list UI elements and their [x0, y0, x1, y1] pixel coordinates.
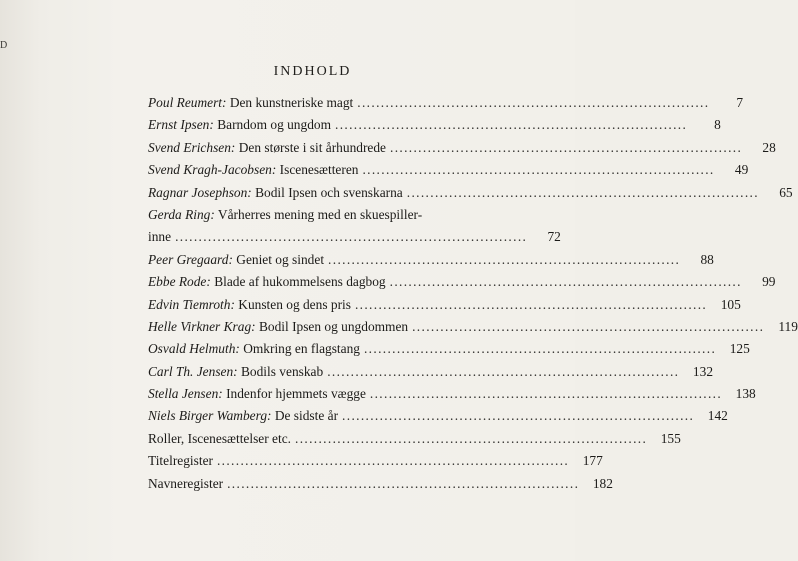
toc-page-number: 28: [762, 139, 776, 155]
leader-dots: [362, 162, 712, 178]
toc-title: Bodil Ipsen och svenskarna: [251, 184, 403, 200]
toc-entry: [148, 453, 603, 475]
leader-dots: [328, 252, 678, 268]
toc-entry: [148, 386, 756, 408]
toc-author: Helle Virkner Krag:: [148, 318, 256, 334]
toc-author: Niels Birger Wamberg:: [148, 408, 272, 424]
toc-page-number: 105: [720, 296, 741, 312]
toc-author: Stella Jensen:: [148, 386, 223, 402]
toc-page-number: 142: [707, 408, 728, 424]
leader-dots: [370, 386, 720, 402]
toc-author: Edvin Tiemroth:: [148, 296, 235, 312]
toc-page-number: 119: [778, 318, 798, 334]
toc-author: Svend Kragh-Jacobsen:: [148, 162, 277, 178]
toc-entry: [148, 139, 776, 162]
toc-page-number: 177: [582, 453, 603, 469]
toc-author: Peer Gregaard:: [148, 251, 233, 267]
leader-dots: [295, 431, 645, 447]
page-title: INDHOLD: [273, 64, 352, 79]
leader-dots: [217, 453, 567, 469]
toc-entry: [148, 363, 714, 386]
table-of-contents: [148, 95, 798, 498]
toc-page-number: 125: [729, 341, 750, 357]
toc-author: Poul Reumert:: [148, 95, 227, 110]
toc-entry: [148, 341, 750, 363]
toc-entry: [148, 475, 613, 498]
toc-entry: [148, 251, 714, 274]
toc-title: Roller, Iscenesættelser etc.: [148, 430, 291, 446]
toc-entry: [148, 95, 744, 117]
toc-page-number: 65: [779, 184, 793, 200]
toc-title: inne: [148, 229, 172, 245]
toc-page-number: 49: [734, 162, 749, 178]
leader-dots: [390, 140, 740, 156]
toc-entry: [148, 430, 681, 453]
toc-author: Carl Th. Jensen:: [148, 363, 238, 379]
toc-author: Ebbe Rode:: [148, 274, 211, 290]
leader-dots: [407, 185, 757, 201]
toc-title: Barndom og ungdom: [213, 117, 332, 133]
toc-title: De sidste år: [271, 408, 339, 424]
toc-author: Svend Erichsen:: [148, 139, 236, 155]
toc-title: Indenfor hjemmets vægge: [222, 386, 366, 402]
toc-title: Titelregister: [148, 453, 213, 469]
toc-page-number: 88: [700, 251, 714, 267]
toc-page-number: 99: [762, 274, 776, 290]
toc-author: Gerda Ring:: [148, 206, 215, 222]
toc-page-number: 8: [714, 117, 721, 133]
toc-page-number: 138: [735, 386, 756, 402]
toc-title: Bodil Ipsen og ungdommen: [255, 318, 409, 334]
toc-entry: [148, 117, 721, 139]
leader-dots: [364, 341, 714, 357]
leader-dots: [355, 297, 705, 313]
page-edge-mark: D: [0, 40, 8, 51]
leader-dots: [327, 364, 677, 380]
toc-title: Navneregister: [148, 475, 224, 491]
toc-title: Den kunstneriske magt: [226, 95, 354, 110]
toc-entry: [148, 318, 798, 341]
toc-entry: [148, 274, 776, 296]
toc-author: Ragnar Josephson:: [148, 184, 252, 200]
toc-title: Bodils venskab: [237, 363, 324, 379]
toc-title: Kunsten og dens pris: [234, 296, 351, 312]
leader-dots: [227, 476, 577, 492]
toc-title: Geniet og sindet: [232, 251, 325, 267]
toc-entry-continuation: [148, 229, 561, 251]
toc-entry: [148, 408, 728, 430]
leader-dots: [335, 117, 685, 133]
toc-page-number: 132: [692, 363, 714, 379]
toc-entry: [148, 184, 793, 207]
toc-entry: [148, 207, 508, 229]
leader-dots: [357, 95, 707, 111]
toc-title: Den største i sit århundrede: [235, 139, 386, 155]
toc-title: Vårherres mening med en skuespiller-: [214, 206, 423, 222]
leader-dots: [390, 274, 740, 290]
toc-entry: [148, 162, 749, 184]
toc-page-number: 72: [547, 229, 561, 245]
toc-page-number: 7: [736, 95, 744, 110]
toc-title: Omkring en flagstang: [239, 341, 360, 357]
toc-title: Blade af hukommelsens dagbog: [210, 274, 386, 290]
toc-page-number: 182: [592, 475, 613, 491]
leader-dots: [342, 408, 692, 424]
toc-page-number: 155: [660, 430, 681, 446]
leader-dots: [175, 229, 525, 245]
toc-entry: [148, 296, 741, 319]
leader-dots: [412, 319, 762, 335]
toc-author: Ernst Ipsen:: [148, 117, 214, 133]
toc-title: Iscenesætteren: [276, 162, 359, 178]
toc-author: Osvald Helmuth:: [148, 341, 240, 357]
